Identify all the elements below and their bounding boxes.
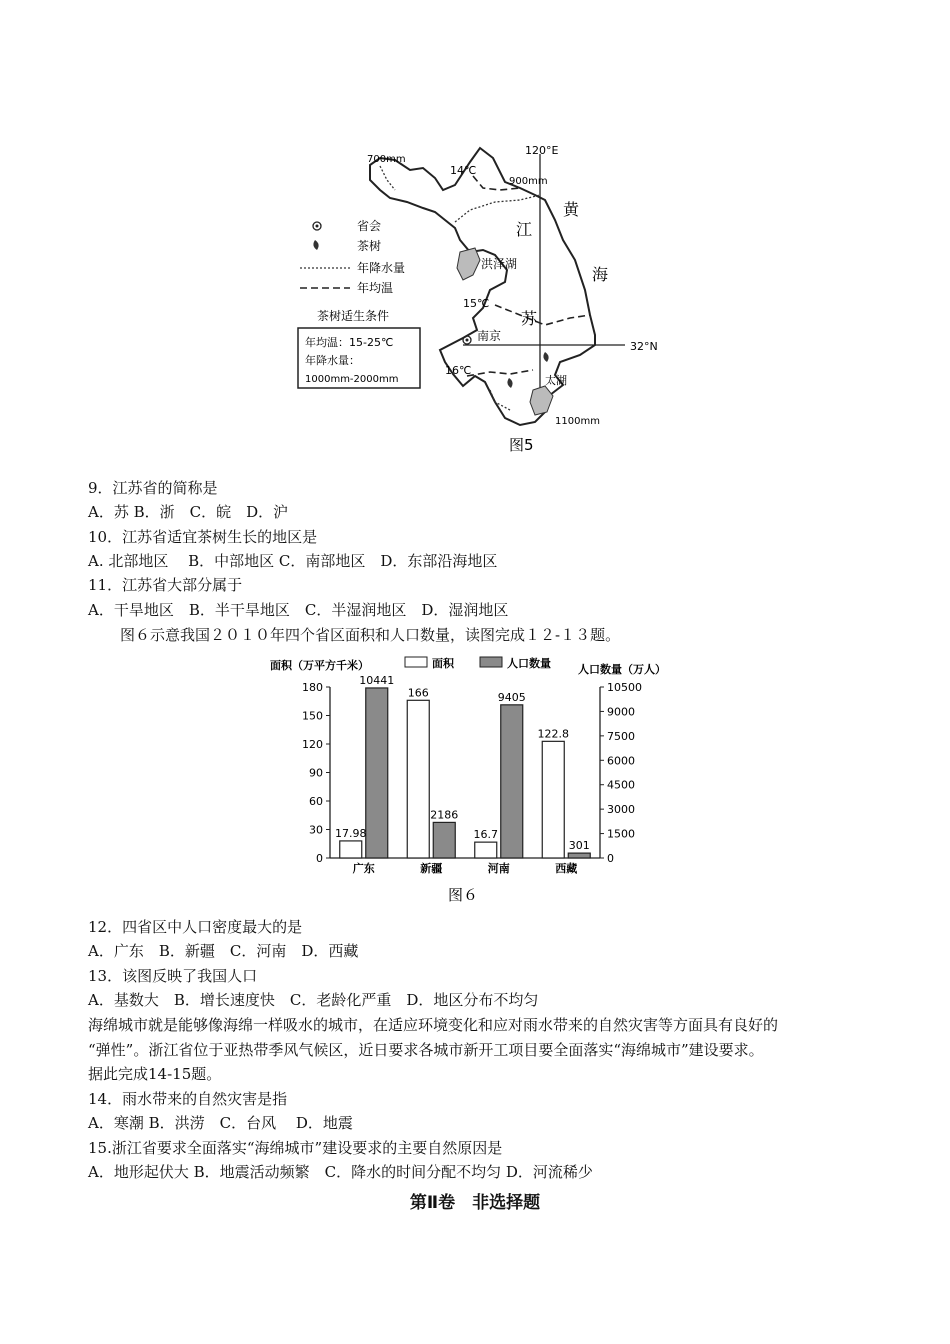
label-jiang: 江: [516, 220, 533, 239]
question-11: 11．江苏省大部分属于: [88, 576, 243, 594]
question-14-options: A．寒潮 B．洪涝 C．台风 D．地震: [88, 1114, 353, 1132]
label-32n: 32°N: [630, 340, 658, 353]
question-11-options: A．干旱地区 B．半干旱地区 C．半湿润地区 D．湿润地区: [88, 601, 509, 619]
y-tick-label: 90: [309, 766, 323, 780]
label-hongze: 洪泽湖: [481, 257, 518, 271]
isoline-900mm: [455, 195, 540, 222]
legend-tea-icon: [313, 240, 318, 250]
legend-tea: 茶树: [357, 239, 382, 253]
tea-leaf-icon: [507, 378, 512, 388]
y2-tick-label: 0: [607, 852, 614, 865]
label-1100mm: 1100mm: [555, 416, 600, 427]
province-area-population-chart: [270, 655, 690, 907]
figure5-caption: 图5: [509, 436, 534, 454]
question-12-options: A．广东 B．新疆 C．河南 D．西藏: [88, 942, 359, 960]
question-10-options: A. 北部地区 B．中部地区 C．南部地区 D．东部沿海地区: [88, 552, 498, 570]
label-huang: 黄: [563, 200, 580, 219]
y2-tick-label: 1500: [607, 827, 635, 841]
tai-lake: [530, 386, 553, 415]
label-nanjing: 南京: [477, 329, 502, 343]
y-tick-label: 120: [302, 738, 323, 751]
label-taihu: 太湖: [545, 374, 567, 387]
data-label-population: 2186: [430, 808, 459, 822]
y-axis-label: 面积（万平方千米）: [270, 659, 369, 672]
y2-tick-label: 3000: [607, 803, 635, 817]
label-120e: 120°E: [525, 144, 559, 157]
data-label-area: 166: [407, 686, 429, 700]
legend-capital: 省会: [357, 219, 382, 233]
sponge-intro-1: 海绵城市就是能够像海绵一样吸水的城市，在适应环境变化和应对雨水带来的自然灾害等方面具有良好的: [88, 1016, 779, 1034]
label-700mm: 700mm: [367, 154, 406, 165]
tea-leaf-icon: [543, 352, 548, 362]
question-12: 12．四省区中人口密度最大的是: [88, 918, 303, 936]
data-label-area: 16.7: [473, 828, 498, 842]
legend-area-swatch: [405, 657, 427, 667]
tea-box-title: 茶树适生条件: [317, 309, 390, 323]
tea-box-line2: 年降水量：: [305, 354, 360, 367]
isotherm-15c: [495, 305, 590, 325]
label-hai: 海: [592, 265, 609, 284]
bar-population: [568, 853, 590, 858]
data-label-area: 122.8: [537, 727, 569, 741]
bar-population: [433, 822, 455, 858]
figure6-caption: 图６: [448, 886, 479, 904]
y-tick-label: 150: [302, 709, 323, 723]
jiangsu-map-figure: [295, 140, 665, 458]
bar-population: [501, 705, 523, 858]
data-label-area: 17.98: [335, 826, 367, 840]
question-9-options: A．苏 B．浙 C．皖 D．沪: [88, 503, 289, 521]
question-15-options: A．地形起伏大 B．地震活动频繁 C．降水的时间分配不均匀 D．河流稀少: [88, 1163, 593, 1181]
y2-tick-label: 9000: [607, 705, 635, 719]
tea-box-line1: 年均温：15-25℃: [305, 336, 394, 349]
label-900mm: 900mm: [509, 176, 548, 187]
y2-tick-label: 4500: [607, 778, 635, 792]
bar-area: [407, 700, 429, 858]
data-label-population: 9405: [497, 690, 526, 704]
y2-tick-label: 10500: [607, 681, 642, 694]
label-14c: 14℃: [450, 164, 477, 177]
label-16c: 16℃: [445, 364, 472, 377]
sponge-intro-3: 据此完成14-15题。: [88, 1065, 222, 1083]
data-label-population: 10441: [359, 673, 395, 687]
y-tick-label: 60: [309, 795, 323, 808]
question-13: 13．该图反映了我国人口: [88, 967, 258, 985]
section-ii-title: 第Ⅱ卷 非选择题: [409, 1193, 541, 1213]
bar-area: [542, 741, 564, 858]
capital-dot-icon: [466, 339, 469, 342]
y-tick-label: 180: [302, 681, 323, 694]
bar-area: [475, 842, 497, 858]
bar-population: [366, 688, 388, 858]
y2-tick-label: 7500: [607, 729, 635, 743]
legend-capital-dot-icon: [316, 225, 319, 228]
category-label: 广东: [352, 862, 375, 875]
category-label: 新疆: [420, 862, 443, 875]
isoline-700mm: [380, 166, 395, 190]
label-15c: 15℃: [463, 297, 490, 310]
tea-box-line3: 1000mm-2000mm: [305, 374, 399, 385]
question-15: 15.浙江省要求全面落实“海绵城市”建设要求的主要自然原因是: [88, 1139, 503, 1157]
isotherm-16c: [467, 370, 533, 376]
data-label-population: 301: [568, 839, 590, 853]
y-tick-label: 30: [309, 823, 323, 837]
bar-area: [340, 841, 362, 858]
question-14: 14．雨水带来的自然灾害是指: [88, 1090, 288, 1108]
legend-temp: 年均温: [357, 281, 394, 295]
y2-axis-label: 人口数量（万人）: [578, 663, 666, 676]
legend-precip: 年降水量: [357, 261, 406, 275]
label-su: 苏: [521, 309, 538, 328]
legend-area: 面积: [432, 657, 454, 670]
category-label: 西藏: [555, 862, 578, 875]
legend-pop-swatch: [480, 657, 502, 667]
y-tick-label: 0: [316, 852, 323, 865]
question-9: 9．江苏省的简称是: [88, 479, 218, 497]
y2-tick-label: 6000: [607, 754, 635, 768]
question-10: 10．江苏省适宜茶树生长的地区是: [88, 528, 318, 546]
question-13-options: A．基数大 B．增长速度快 C．老龄化严重 D．地区分布不均匀: [88, 991, 539, 1009]
legend-pop: 人口数量: [507, 657, 551, 670]
hongze-lake: [457, 248, 480, 280]
fig6-intro: 图６示意我国２０１０年四个省区面积和人口数量，读图完成１２-１３题。: [120, 626, 621, 644]
category-label: 河南: [487, 862, 510, 875]
sponge-intro-2: “弹性”。浙江省位于亚热带季风气候区，近日要求各城市新开工项目要全面落实“海绵城市”建设要求。: [88, 1041, 764, 1059]
